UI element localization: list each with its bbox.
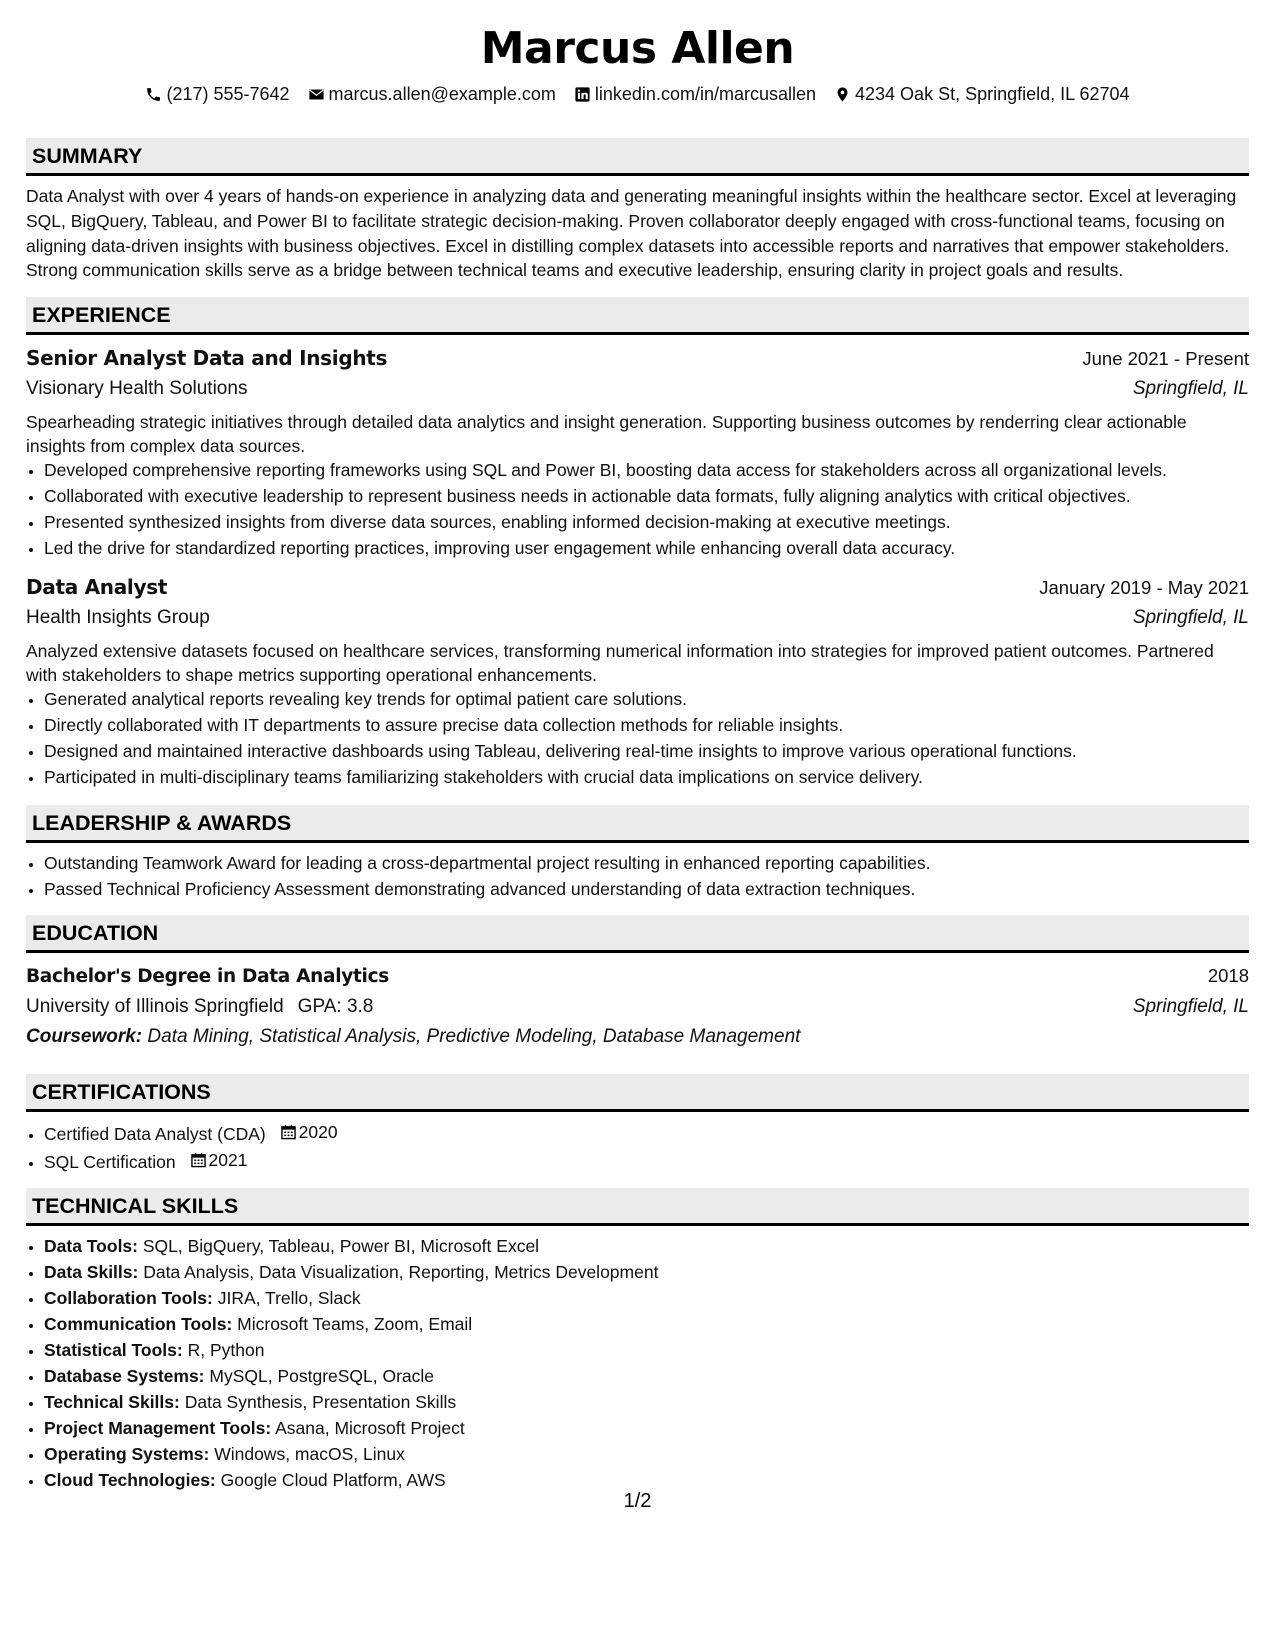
list-item (44, 1338, 1249, 1362)
resume-page (26, 18, 1249, 1494)
skill-label: Database Systems: (44, 1366, 205, 1387)
list-item (44, 1312, 1249, 1336)
skill-label: Operating Systems: (44, 1444, 210, 1465)
list-item (44, 1364, 1249, 1388)
list-item (44, 1120, 1249, 1146)
education-section (26, 915, 1249, 1052)
linkedin-text: linkedin.com/in/marcusallen (594, 84, 817, 104)
skill-label: Collaboration Tools: (44, 1288, 213, 1309)
phone-text: (217) 555-7642 (166, 84, 290, 104)
list-item: • Led the drive for standardized reporting practices, improving user engagement while enhancing overall data accuracy. (44, 536, 1249, 560)
skill-label: Data Tools: (44, 1236, 138, 1257)
candidate-name: Marcus Allen (480, 23, 795, 74)
job-location: Springfield, IL (1132, 607, 1249, 629)
list-item (44, 1390, 1249, 1414)
job-entry (26, 343, 1249, 560)
job-title: Data Analyst (26, 575, 168, 600)
experience-section (26, 297, 1249, 789)
section-heading-education: EDUCATION (26, 915, 1249, 953)
certifications-section (26, 1074, 1249, 1174)
job-dates: June 2021 - Present (1082, 348, 1249, 370)
list-item: • Participated in multi-disciplinary teams familiarizing stakeholders with crucial data implications on service delivery. (44, 765, 1249, 789)
skill-label: Communication Tools: (44, 1314, 233, 1335)
section-heading-summary: SUMMARY (26, 138, 1249, 176)
list-item: • Generated analytical reports revealing key trends for optimal patient care solutions. (44, 687, 1249, 711)
page-number: 1/2 (623, 1490, 652, 1512)
job-bullets (26, 687, 1249, 789)
list-item (44, 1468, 1249, 1492)
summary-section (26, 138, 1249, 283)
skill-value: Windows, macOS, Linux (214, 1444, 405, 1465)
degree-title: Bachelor's Degree in Data Analytics (26, 966, 389, 988)
section-heading-experience: EXPERIENCE (26, 297, 1249, 335)
section-heading-certifications: CERTIFICATIONS (26, 1074, 1249, 1112)
list-item: • Outstanding Teamwork Award for leading a cross-departmental project resulting in enhanced reporting capabilities. (44, 851, 1249, 875)
envelope-icon (308, 86, 325, 103)
section-heading-skills: TECHNICAL SKILLS (26, 1188, 1249, 1226)
contact-phone (145, 80, 289, 108)
email-text: marcus.allen@example.com (328, 84, 556, 104)
skill-value: Data Analysis, Data Visualization, Reporting, Metrics Development (143, 1262, 659, 1283)
calendar-icon (191, 1152, 206, 1168)
skill-value: Asana, Microsoft Project (275, 1418, 465, 1439)
school-location: Springfield, IL (1132, 996, 1249, 1018)
graduation-year: 2018 (1207, 965, 1249, 987)
skills-list (26, 1234, 1249, 1492)
list-item (44, 1286, 1249, 1310)
skill-value: Google Cloud Platform, AWS (220, 1470, 446, 1491)
awards-list (26, 851, 1249, 901)
leadership-section (26, 805, 1249, 901)
list-item: • Passed Technical Proficiency Assessment demonstrating advanced understanding of data extraction techniques. (44, 877, 1249, 901)
contact-linkedin[interactable] (574, 80, 816, 108)
contact-bar (26, 80, 1249, 108)
skill-value: JIRA, Trello, Slack (217, 1288, 361, 1309)
list-item (44, 1260, 1249, 1284)
list-item: • Directly collaborated with IT departments to assure precise data collection methods for reliable insights. (44, 713, 1249, 737)
skills-section (26, 1188, 1249, 1492)
job-description: Spearheading strategic initiatives through detailed data analytics and insight generation. Supporting business outcomes by renderring clear actionable insights from complex data sources. (26, 412, 1187, 457)
list-item: • Collaborated with executive leadership to represent business needs in actionable data formats, fully aligning analytics with critical objectives. (44, 484, 1249, 508)
map-pin-icon (834, 86, 851, 103)
section-heading-leadership: LEADERSHIP & AWARDS (26, 805, 1249, 843)
job-dates: January 2019 - May 2021 (1039, 577, 1249, 599)
skill-label: Statistical Tools: (44, 1340, 183, 1361)
job-title: Senior Analyst Data and Insights (26, 346, 388, 371)
skill-label: Technical Skills: (44, 1392, 180, 1413)
contact-email[interactable] (308, 80, 556, 108)
list-item: • Developed comprehensive reporting frameworks using SQL and Power BI, boosting data access for stakeholders across all organizational levels. (44, 458, 1249, 482)
coursework-list: Data Mining, Statistical Analysis, Predictive Modeling, Database Management (147, 1026, 801, 1048)
certification-name: SQL Certification (44, 1152, 176, 1173)
skill-label: Project Management Tools: (44, 1418, 272, 1439)
skill-label: Cloud Technologies: (44, 1470, 216, 1491)
job-description: Analyzed extensive datasets focused on healthcare services, transforming numerical information into strategies for improved patient outcomes. Partnered with stakeholders to shape metrics supporting operational enhancements. (26, 641, 1214, 686)
skill-label: Data Skills: (44, 1262, 139, 1283)
skill-value: R, Python (187, 1340, 265, 1361)
calendar-icon (281, 1124, 296, 1140)
company-name: Visionary Health Solutions (26, 378, 248, 400)
job-bullets (26, 458, 1249, 560)
list-item (44, 1442, 1249, 1466)
list-item (44, 1148, 1249, 1174)
skill-value: Data Synthesis, Presentation Skills (184, 1392, 457, 1413)
list-item (44, 1234, 1249, 1258)
gpa: GPA: 3.8 (297, 996, 374, 1018)
certifications-list (26, 1120, 1249, 1174)
summary-text: Data Analyst with over 4 years of hands-on experience in analyzing data and generating meaningful insights within the healthcare sector. Excel at leveraging SQL, BigQuery, Tableau, and Power BI to facilitate strategic decision-making. Proven collaborator deeply engaged with cross-functional teams, focusing on aligning data-driven insights with business objectives. Excel in distilling complex datasets into accessible reports and narratives that empower stakeholders. Strong communication skills serve as a bridge between technical teams and executive leadership, ensuring clarity in project goals and results. (26, 186, 1237, 281)
list-item: • Presented synthesized insights from diverse data sources, enabling informed decision-making at executive meetings. (44, 510, 1249, 534)
skill-value: SQL, BigQuery, Tableau, Power BI, Microsoft Excel (142, 1236, 540, 1257)
school-name: University of Illinois Springfield (26, 996, 284, 1018)
linkedin-icon (574, 86, 591, 103)
certification-year: 2021 (208, 1150, 248, 1171)
coursework (26, 1022, 1249, 1052)
job-location: Springfield, IL (1132, 378, 1249, 400)
job-entry (26, 572, 1249, 789)
certification-name: Certified Data Analyst (CDA) (44, 1124, 266, 1145)
list-item: • Designed and maintained interactive dashboards using Tableau, delivering real-time insights to improve various operational functions. (44, 739, 1249, 763)
address-text: 4234 Oak St, Springfield, IL 62704 (855, 84, 1130, 104)
contact-address (834, 80, 1130, 108)
coursework-label: Coursework: (26, 1026, 143, 1048)
phone-icon (145, 86, 162, 103)
list-item (44, 1416, 1249, 1440)
company-name: Health Insights Group (26, 607, 210, 629)
certification-year: 2020 (298, 1122, 338, 1143)
skill-value: Microsoft Teams, Zoom, Email (237, 1314, 473, 1335)
skill-value: MySQL, PostgreSQL, Oracle (209, 1366, 435, 1387)
